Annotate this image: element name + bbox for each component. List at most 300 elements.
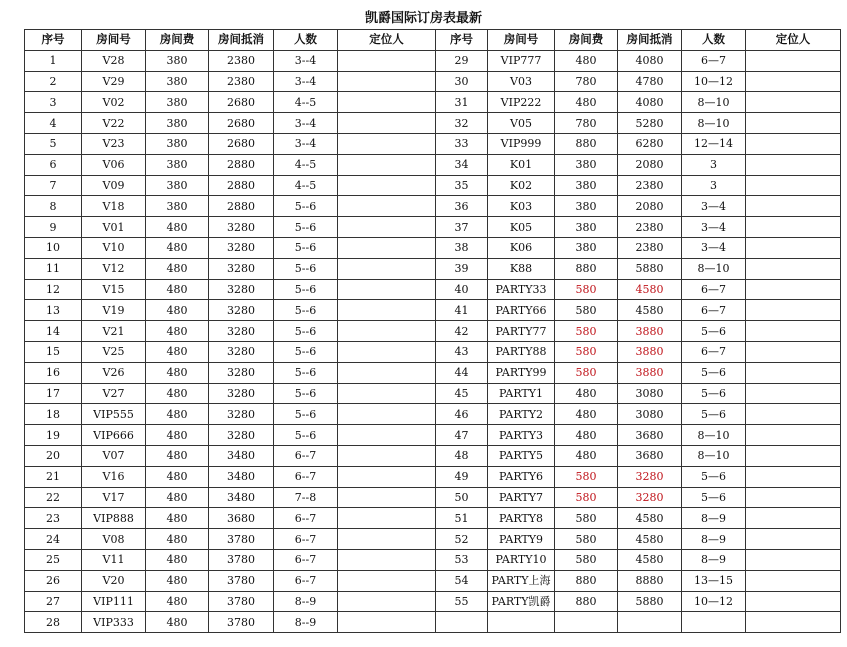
right-booker-cell: [746, 383, 841, 404]
right-booker-cell: [746, 425, 841, 446]
right-room-number-cell: K03: [488, 196, 555, 217]
right-booker-cell: [746, 570, 841, 591]
left-guests-cell: 5--6: [274, 404, 338, 425]
left-index-cell: 4: [25, 113, 82, 134]
left-guests-cell: 5--6: [274, 196, 338, 217]
right-room-number-cell: PARTY1: [488, 383, 555, 404]
right-booker-cell: [746, 279, 841, 300]
right-guests-cell: 6—7: [682, 341, 746, 362]
right-index-cell: 55: [436, 591, 488, 612]
right-booker-cell: [746, 321, 841, 342]
right-guests-cell: 5—6: [682, 466, 746, 487]
left-booker-cell: [338, 529, 436, 550]
table-row: [25, 50, 841, 71]
left-index-cell: 3: [25, 92, 82, 113]
left-index-cell: 7: [25, 175, 82, 196]
header-booker: 定位人: [338, 30, 436, 51]
left-room-credit-cell: 3280: [209, 279, 274, 300]
right-guests-cell: 10—12: [682, 591, 746, 612]
right-index-cell: 32: [436, 113, 488, 134]
right-guests-cell: 3: [682, 154, 746, 175]
left-booker-cell: [338, 175, 436, 196]
right-booker-cell: [746, 362, 841, 383]
table-row: [25, 487, 841, 508]
right-room-fee-cell: 480: [555, 92, 618, 113]
left-room-credit-cell: 3480: [209, 445, 274, 466]
table-row: [25, 175, 841, 196]
left-room-fee-cell: 380: [146, 133, 209, 154]
left-booker-cell: [338, 445, 436, 466]
right-room-fee-cell: 480: [555, 445, 618, 466]
left-room-fee-cell: 480: [146, 612, 209, 633]
right-booker-cell: [746, 404, 841, 425]
left-room-fee-cell: 480: [146, 591, 209, 612]
table-row: [25, 279, 841, 300]
right-room-fee-cell: 580: [555, 508, 618, 529]
left-booker-cell: [338, 487, 436, 508]
left-booker-cell: [338, 404, 436, 425]
header-row: [25, 30, 841, 51]
left-room-number-cell: V01: [82, 217, 146, 238]
right-room-number-cell: K02: [488, 175, 555, 196]
right-booker-cell: [746, 237, 841, 258]
right-room-credit-cell: 4080: [618, 50, 682, 71]
table-row: [25, 321, 841, 342]
left-room-fee-cell: 480: [146, 466, 209, 487]
left-room-number-cell: V12: [82, 258, 146, 279]
right-index-cell: 37: [436, 217, 488, 238]
left-room-number-cell: V10: [82, 237, 146, 258]
table-row: [25, 341, 841, 362]
table-row: [25, 612, 841, 633]
right-room-fee-cell: 780: [555, 71, 618, 92]
left-guests-cell: 6--7: [274, 570, 338, 591]
left-room-credit-cell: 3780: [209, 549, 274, 570]
right-index-cell: 53: [436, 549, 488, 570]
table-row: [25, 404, 841, 425]
table-row: [25, 133, 841, 154]
right-room-fee-cell: 480: [555, 383, 618, 404]
right-room-number-cell: PARTY凯爵: [488, 591, 555, 612]
header-guests: 人数: [682, 30, 746, 51]
left-index-cell: 12: [25, 279, 82, 300]
right-booker-cell: [746, 133, 841, 154]
left-room-number-cell: V27: [82, 383, 146, 404]
left-room-credit-cell: 3280: [209, 362, 274, 383]
left-booker-cell: [338, 321, 436, 342]
right-booker-cell: [746, 612, 841, 633]
left-room-fee-cell: 480: [146, 341, 209, 362]
right-room-credit-cell: 3880: [618, 362, 682, 383]
right-guests-cell: 6—7: [682, 300, 746, 321]
right-index-cell: 38: [436, 237, 488, 258]
right-index-cell: 54: [436, 570, 488, 591]
left-index-cell: 26: [25, 570, 82, 591]
right-room-fee-cell: 380: [555, 237, 618, 258]
right-room-credit-cell: 4580: [618, 549, 682, 570]
left-index-cell: 28: [25, 612, 82, 633]
right-room-number-cell: [488, 612, 555, 633]
left-booker-cell: [338, 154, 436, 175]
table-row: [25, 529, 841, 550]
left-guests-cell: 8--9: [274, 591, 338, 612]
right-room-fee-cell: 580: [555, 487, 618, 508]
table-row: [25, 71, 841, 92]
right-room-credit-cell: 3280: [618, 487, 682, 508]
left-index-cell: 20: [25, 445, 82, 466]
left-room-credit-cell: 2880: [209, 175, 274, 196]
left-guests-cell: 4--5: [274, 92, 338, 113]
left-index-cell: 8: [25, 196, 82, 217]
right-booker-cell: [746, 341, 841, 362]
left-room-credit-cell: 3480: [209, 466, 274, 487]
right-guests-cell: 8—10: [682, 425, 746, 446]
right-room-fee-cell: 480: [555, 425, 618, 446]
right-room-number-cell: PARTY5: [488, 445, 555, 466]
left-index-cell: 14: [25, 321, 82, 342]
right-index-cell: 41: [436, 300, 488, 321]
right-index-cell: 45: [436, 383, 488, 404]
left-room-fee-cell: 380: [146, 92, 209, 113]
left-guests-cell: 8--9: [274, 612, 338, 633]
left-room-credit-cell: 3280: [209, 217, 274, 238]
left-room-number-cell: V16: [82, 466, 146, 487]
left-booker-cell: [338, 549, 436, 570]
table-row: [25, 549, 841, 570]
left-room-number-cell: V23: [82, 133, 146, 154]
right-room-fee-cell: 380: [555, 196, 618, 217]
right-room-credit-cell: 5880: [618, 591, 682, 612]
right-room-credit-cell: 2080: [618, 154, 682, 175]
right-guests-cell: 13—15: [682, 570, 746, 591]
left-room-fee-cell: 480: [146, 508, 209, 529]
right-index-cell: 39: [436, 258, 488, 279]
right-room-credit-cell: 4080: [618, 92, 682, 113]
right-index-cell: 50: [436, 487, 488, 508]
room-booking-table: [24, 29, 841, 633]
left-guests-cell: 3--4: [274, 50, 338, 71]
left-booker-cell: [338, 133, 436, 154]
table-row: [25, 217, 841, 238]
right-room-fee-cell: 580: [555, 549, 618, 570]
right-room-fee-cell: 580: [555, 341, 618, 362]
right-room-fee-cell: 880: [555, 133, 618, 154]
right-room-credit-cell: 3880: [618, 341, 682, 362]
left-guests-cell: 5--6: [274, 321, 338, 342]
right-booker-cell: [746, 113, 841, 134]
header-room-credit: 房间抵消: [209, 30, 274, 51]
table-row: [25, 196, 841, 217]
right-booker-cell: [746, 154, 841, 175]
right-index-cell: 35: [436, 175, 488, 196]
header-room-number: 房间号: [488, 30, 555, 51]
right-index-cell: 51: [436, 508, 488, 529]
right-guests-cell: 3—4: [682, 217, 746, 238]
left-guests-cell: 6--7: [274, 445, 338, 466]
left-index-cell: 11: [25, 258, 82, 279]
left-room-number-cell: V06: [82, 154, 146, 175]
table-row: [25, 445, 841, 466]
left-room-fee-cell: 380: [146, 50, 209, 71]
right-room-number-cell: PARTY6: [488, 466, 555, 487]
left-guests-cell: 5--6: [274, 217, 338, 238]
left-room-fee-cell: 380: [146, 71, 209, 92]
right-index-cell: 30: [436, 71, 488, 92]
right-guests-cell: 3—4: [682, 237, 746, 258]
right-room-number-cell: PARTY33: [488, 279, 555, 300]
left-room-number-cell: V02: [82, 92, 146, 113]
right-room-number-cell: PARTY9: [488, 529, 555, 550]
right-room-number-cell: PARTY2: [488, 404, 555, 425]
left-room-fee-cell: 380: [146, 113, 209, 134]
header-index: 序号: [25, 30, 82, 51]
left-room-fee-cell: 480: [146, 570, 209, 591]
left-room-credit-cell: 2680: [209, 133, 274, 154]
right-guests-cell: 8—10: [682, 92, 746, 113]
right-room-number-cell: PARTY99: [488, 362, 555, 383]
right-index-cell: 46: [436, 404, 488, 425]
left-guests-cell: 5--6: [274, 279, 338, 300]
left-room-number-cell: V25: [82, 341, 146, 362]
right-booker-cell: [746, 529, 841, 550]
right-room-fee-cell: 880: [555, 570, 618, 591]
left-room-fee-cell: 480: [146, 404, 209, 425]
left-booker-cell: [338, 425, 436, 446]
header-room-fee: 房间费: [146, 30, 209, 51]
left-room-credit-cell: 3280: [209, 404, 274, 425]
right-guests-cell: 5—6: [682, 383, 746, 404]
right-room-fee-cell: 580: [555, 300, 618, 321]
table-row: [25, 300, 841, 321]
header-room-fee: 房间费: [555, 30, 618, 51]
left-index-cell: 24: [25, 529, 82, 550]
right-booker-cell: [746, 258, 841, 279]
left-index-cell: 2: [25, 71, 82, 92]
left-room-fee-cell: 480: [146, 362, 209, 383]
left-room-fee-cell: 480: [146, 487, 209, 508]
right-booker-cell: [746, 445, 841, 466]
right-index-cell: 43: [436, 341, 488, 362]
left-booker-cell: [338, 258, 436, 279]
left-guests-cell: 5--6: [274, 362, 338, 383]
right-room-number-cell: K01: [488, 154, 555, 175]
left-room-number-cell: VIP333: [82, 612, 146, 633]
right-index-cell: 34: [436, 154, 488, 175]
left-room-number-cell: VIP666: [82, 425, 146, 446]
left-guests-cell: 5--6: [274, 383, 338, 404]
right-room-number-cell: VIP999: [488, 133, 555, 154]
left-booker-cell: [338, 279, 436, 300]
table-row: [25, 113, 841, 134]
left-room-fee-cell: 480: [146, 279, 209, 300]
right-room-number-cell: K06: [488, 237, 555, 258]
left-room-credit-cell: 2880: [209, 154, 274, 175]
left-room-fee-cell: 480: [146, 529, 209, 550]
left-guests-cell: 5--6: [274, 341, 338, 362]
right-guests-cell: 5—6: [682, 487, 746, 508]
left-booker-cell: [338, 237, 436, 258]
right-room-credit-cell: 4580: [618, 300, 682, 321]
left-room-number-cell: V21: [82, 321, 146, 342]
right-room-credit-cell: 5880: [618, 258, 682, 279]
left-guests-cell: 3--4: [274, 113, 338, 134]
right-room-credit-cell: 2380: [618, 217, 682, 238]
left-booker-cell: [338, 196, 436, 217]
left-room-fee-cell: 480: [146, 383, 209, 404]
left-room-fee-cell: 480: [146, 321, 209, 342]
right-guests-cell: 8—10: [682, 113, 746, 134]
left-guests-cell: 5--6: [274, 258, 338, 279]
left-room-fee-cell: 480: [146, 445, 209, 466]
left-room-fee-cell: 480: [146, 300, 209, 321]
right-index-cell: 48: [436, 445, 488, 466]
table-row: [25, 258, 841, 279]
right-room-fee-cell: 780: [555, 113, 618, 134]
right-room-fee-cell: 580: [555, 279, 618, 300]
right-room-credit-cell: 2380: [618, 237, 682, 258]
left-room-number-cell: V15: [82, 279, 146, 300]
left-guests-cell: 6--7: [274, 529, 338, 550]
right-room-credit-cell: 3280: [618, 466, 682, 487]
right-guests-cell: 8—10: [682, 445, 746, 466]
right-booker-cell: [746, 50, 841, 71]
right-booker-cell: [746, 92, 841, 113]
left-index-cell: 19: [25, 425, 82, 446]
right-index-cell: 40: [436, 279, 488, 300]
right-guests-cell: 5—6: [682, 362, 746, 383]
right-guests-cell: 10—12: [682, 71, 746, 92]
header-booker: 定位人: [746, 30, 841, 51]
left-index-cell: 13: [25, 300, 82, 321]
right-room-number-cell: V03: [488, 71, 555, 92]
right-room-fee-cell: 880: [555, 258, 618, 279]
right-guests-cell: 3—4: [682, 196, 746, 217]
left-room-number-cell: VIP888: [82, 508, 146, 529]
right-room-fee-cell: 580: [555, 362, 618, 383]
left-guests-cell: 4--5: [274, 175, 338, 196]
right-guests-cell: [682, 612, 746, 633]
right-index-cell: 31: [436, 92, 488, 113]
right-index-cell: 33: [436, 133, 488, 154]
right-room-credit-cell: 3880: [618, 321, 682, 342]
right-room-fee-cell: 580: [555, 321, 618, 342]
header-index: 序号: [436, 30, 488, 51]
table-row: [25, 570, 841, 591]
left-booker-cell: [338, 362, 436, 383]
right-room-fee-cell: 480: [555, 404, 618, 425]
right-room-credit-cell: [618, 612, 682, 633]
left-room-credit-cell: 3780: [209, 529, 274, 550]
right-index-cell: 49: [436, 466, 488, 487]
left-index-cell: 15: [25, 341, 82, 362]
table-row: [25, 237, 841, 258]
right-room-credit-cell: 4780: [618, 71, 682, 92]
right-booker-cell: [746, 175, 841, 196]
left-booker-cell: [338, 341, 436, 362]
left-guests-cell: 3--4: [274, 133, 338, 154]
left-room-credit-cell: 3280: [209, 341, 274, 362]
header-room-credit: 房间抵消: [618, 30, 682, 51]
left-guests-cell: 7--8: [274, 487, 338, 508]
left-room-credit-cell: 2680: [209, 92, 274, 113]
left-index-cell: 25: [25, 549, 82, 570]
left-room-credit-cell: 2380: [209, 71, 274, 92]
right-room-number-cell: K88: [488, 258, 555, 279]
right-index-cell: [436, 612, 488, 633]
left-room-credit-cell: 3480: [209, 487, 274, 508]
left-guests-cell: 3--4: [274, 71, 338, 92]
table-row: [25, 154, 841, 175]
right-guests-cell: 3: [682, 175, 746, 196]
right-room-number-cell: PARTY77: [488, 321, 555, 342]
right-guests-cell: 6—7: [682, 279, 746, 300]
left-index-cell: 10: [25, 237, 82, 258]
right-room-credit-cell: 8880: [618, 570, 682, 591]
left-room-credit-cell: 3780: [209, 612, 274, 633]
left-room-number-cell: V19: [82, 300, 146, 321]
right-room-fee-cell: 580: [555, 529, 618, 550]
left-room-credit-cell: 2680: [209, 113, 274, 134]
right-room-credit-cell: 4580: [618, 529, 682, 550]
left-room-credit-cell: 3680: [209, 508, 274, 529]
left-room-fee-cell: 480: [146, 237, 209, 258]
left-booker-cell: [338, 71, 436, 92]
left-booker-cell: [338, 92, 436, 113]
left-room-number-cell: V07: [82, 445, 146, 466]
right-index-cell: 29: [436, 50, 488, 71]
right-booker-cell: [746, 71, 841, 92]
header-room-number: 房间号: [82, 30, 146, 51]
left-guests-cell: 4--5: [274, 154, 338, 175]
right-index-cell: 36: [436, 196, 488, 217]
right-room-number-cell: PARTY上海: [488, 570, 555, 591]
left-index-cell: 1: [25, 50, 82, 71]
left-guests-cell: 6--7: [274, 466, 338, 487]
right-index-cell: 52: [436, 529, 488, 550]
left-booker-cell: [338, 383, 436, 404]
right-booker-cell: [746, 549, 841, 570]
right-room-credit-cell: 4580: [618, 508, 682, 529]
right-room-credit-cell: 2380: [618, 175, 682, 196]
right-guests-cell: 5—6: [682, 321, 746, 342]
table-row: [25, 425, 841, 446]
left-room-credit-cell: 3280: [209, 300, 274, 321]
right-room-credit-cell: 3080: [618, 383, 682, 404]
left-room-number-cell: V09: [82, 175, 146, 196]
right-guests-cell: 8—9: [682, 529, 746, 550]
left-index-cell: 17: [25, 383, 82, 404]
left-room-fee-cell: 380: [146, 175, 209, 196]
left-room-number-cell: V26: [82, 362, 146, 383]
left-room-credit-cell: 3280: [209, 258, 274, 279]
left-room-number-cell: V18: [82, 196, 146, 217]
left-booker-cell: [338, 591, 436, 612]
right-room-credit-cell: 3080: [618, 404, 682, 425]
right-room-fee-cell: [555, 612, 618, 633]
left-room-credit-cell: 3280: [209, 237, 274, 258]
left-guests-cell: 5--6: [274, 425, 338, 446]
left-room-number-cell: VIP555: [82, 404, 146, 425]
table-row: [25, 466, 841, 487]
right-booker-cell: [746, 487, 841, 508]
left-room-credit-cell: 2380: [209, 50, 274, 71]
left-booker-cell: [338, 508, 436, 529]
left-room-number-cell: V22: [82, 113, 146, 134]
left-room-credit-cell: 3280: [209, 425, 274, 446]
left-room-fee-cell: 480: [146, 258, 209, 279]
left-index-cell: 18: [25, 404, 82, 425]
table-row: [25, 508, 841, 529]
